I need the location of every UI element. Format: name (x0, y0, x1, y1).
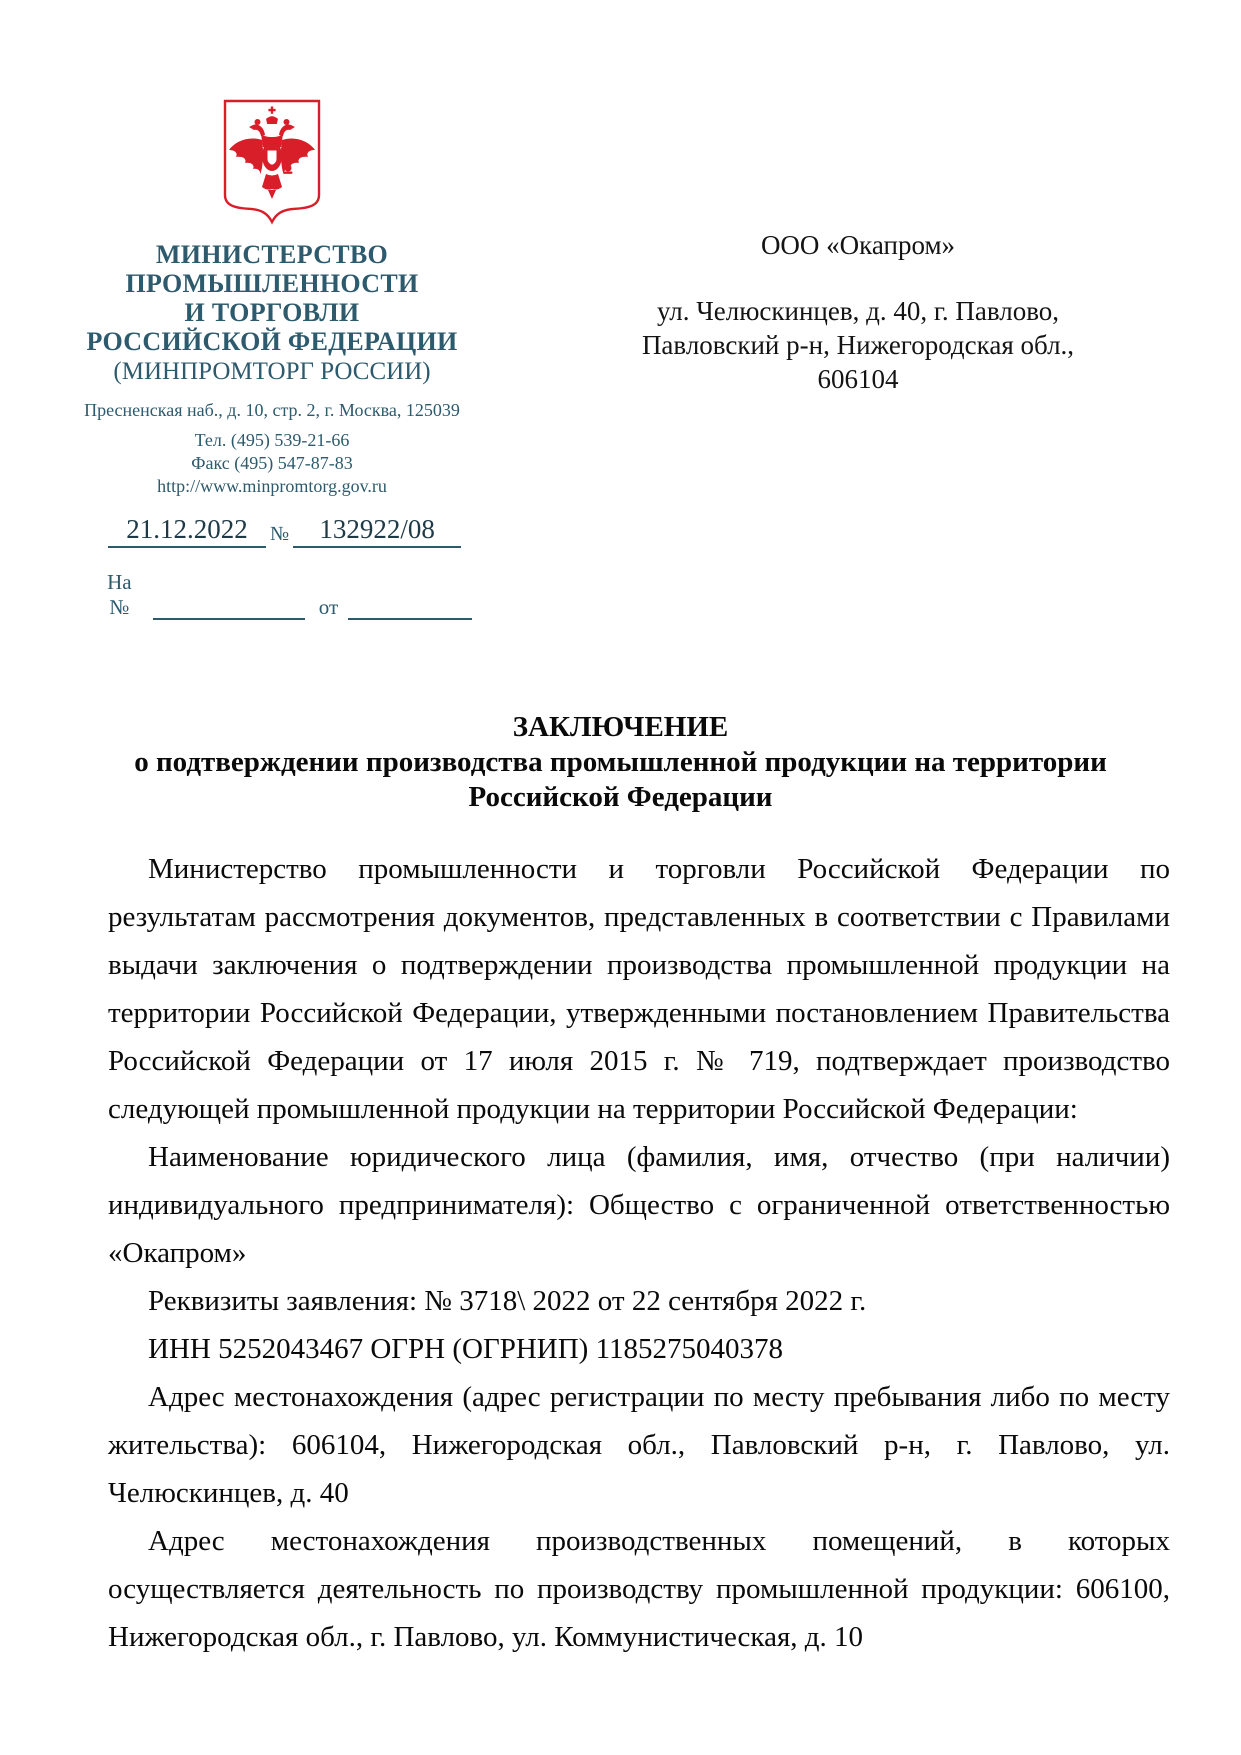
ministry-name (72, 240, 472, 356)
document-title: ЗАКЛЮЧЕНИЕ (512, 711, 729, 743)
ministry-contacts (72, 429, 472, 498)
paragraph: Министерство промышленности и торговли Российской Федерации по результатам рассмотрения документов, представленных в соответствии с Правилами выдачи заключения о подтверждении производства промышленной продукции на территории Российской Федерации, утвержденными постановлением Правительства Российской Федерации от 17 июля 2015 г. № 719, подтверждает производство следующей промышленной продукции на территории Российской Федерации: (108, 853, 1170, 1125)
recipient-address-line: ул. Челюскинцев, д. 40, г. Павлово, (656, 296, 1060, 326)
paragraph: Реквизиты заявления: № 3718\ 2022 от 22 сентября 2022 г. (148, 1285, 867, 1317)
ref-from-label: от (318, 595, 339, 619)
doc-date: 21.12.2022 (108, 514, 266, 548)
recipient-block (606, 228, 1110, 396)
ministry-name-line: МИНИСТЕРСТВО (155, 240, 389, 269)
doc-number: 132922/08 (293, 514, 461, 548)
ministry-name-line: РОССИЙСКОЙ ФЕДЕРАЦИИ (86, 327, 458, 356)
ministry-phone: Тел. (495) 539-21-66 (194, 430, 350, 450)
ref-date-blank (348, 598, 472, 620)
ministry-website: http://www.minpromtorg.gov.ru (157, 476, 387, 496)
recipient-address-line: Павловский р-н, Нижегородская обл., (641, 330, 1075, 360)
paragraph: Адрес местонахождения (адрес регистрации по месту пребывания либо по месту жительства): 606104, Нижегородская обл., Павловский р-н, г. Павлово, ул. Челюскинцев, д. 40 (108, 1381, 1170, 1509)
paragraph: Адрес местонахождения производственных помещений, в которых осуществляется деятельность по производству промышленной продукции: 606100, Нижегородская обл., г. Павлово, ул. Коммунистическая, д. 10 (108, 1525, 1170, 1653)
ref-label: На № (107, 570, 132, 619)
ministry-short-name: (МИНПРОМТОРГ РОССИИ) (113, 358, 431, 385)
document-title-block (0, 710, 1241, 815)
ministry-address: Пресненская наб., д. 10, стр. 2, г. Москва, 125039 (84, 400, 460, 420)
ministry-name-line: И ТОРГОВЛИ (184, 298, 360, 327)
document-subtitle: о подтверждении производства промышленной продукции на территории Российской Федерации (134, 746, 1107, 813)
doc-date-row (108, 514, 472, 548)
paragraph: ИНН 5252043467 ОГРН (ОГРНИП) 1185275040378 (148, 1333, 784, 1365)
ref-row (96, 570, 472, 620)
document-body (108, 845, 1170, 1661)
ministry-fax: Факс (495) 547-87-83 (191, 453, 353, 473)
recipient-address-line: 606104 (817, 364, 899, 394)
coat-of-arms-icon (220, 98, 324, 228)
number-sign: № (270, 523, 290, 545)
ministry-name-line: ПРОМЫШЛЕННОСТИ (125, 269, 419, 298)
paragraph: Наименование юридического лица (фамилия, имя, отчество (при наличии) индивидуального предпринимателя): Общество с ограниченной ответственностью «Окапром» (108, 1141, 1170, 1269)
ministry-letterhead (72, 88, 472, 620)
ref-number-blank (153, 598, 305, 620)
recipient-name: ООО «Окапром» (760, 230, 956, 260)
